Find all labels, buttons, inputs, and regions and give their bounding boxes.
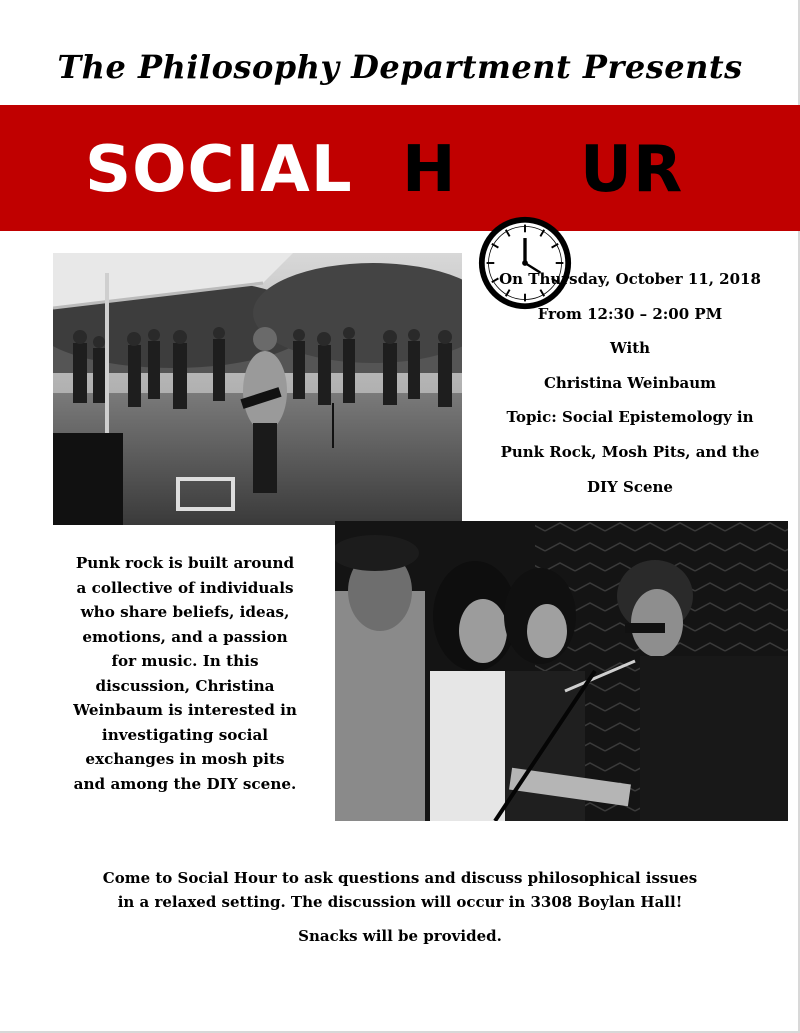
presents-heading: The Philosophy Department Presents bbox=[57, 48, 743, 86]
description-line: a collective of individuals bbox=[76, 578, 294, 597]
description-line: discussion, Christina bbox=[95, 676, 275, 695]
description-line: who share beliefs, ideas, bbox=[80, 603, 290, 621]
event-speaker: Christina Weinbaum bbox=[543, 373, 717, 392]
event-time: From 12:30 – 2:00 PM bbox=[537, 304, 723, 323]
footer-announcement bbox=[0, 866, 800, 948]
footer-line-2: in a relaxed setting. The discussion will occur in 3308 Boylan Hall! bbox=[117, 893, 683, 911]
title-banner bbox=[0, 105, 800, 231]
description-line: Punk rock is built around bbox=[75, 554, 295, 572]
footer-line-1: Come to Social Hour to ask questions and discuss philosophical issues bbox=[102, 869, 698, 887]
description-line: emotions, and a passion bbox=[82, 627, 288, 646]
description-line: exchanges in mosh pits bbox=[85, 750, 285, 768]
title-h: H bbox=[402, 133, 457, 207]
event-details bbox=[480, 262, 780, 504]
description-paragraph bbox=[50, 551, 320, 796]
footer-snacks: Snacks will be provided. bbox=[298, 927, 502, 945]
event-with: With bbox=[609, 339, 651, 358]
event-date: On Thursday, October 11, 2018 bbox=[499, 270, 761, 288]
event-topic-line-3: DIY Scene bbox=[587, 477, 673, 496]
description-line: for music. In this bbox=[111, 652, 259, 670]
event-topic-line-2: Punk Rock, Mosh Pits, and the bbox=[500, 442, 760, 461]
title-social: SOCIAL bbox=[85, 133, 353, 207]
photo-indoor-concert bbox=[335, 521, 788, 821]
photo-outdoor-concert bbox=[53, 253, 462, 525]
description-line: and among the DIY scene. bbox=[73, 774, 297, 793]
description-line: Weinbaum is interested in bbox=[73, 701, 297, 719]
event-topic-line-1: Topic: Social Epistemology in bbox=[506, 408, 754, 427]
title-ur: UR bbox=[580, 133, 684, 207]
description-line: investigating social bbox=[101, 725, 269, 744]
